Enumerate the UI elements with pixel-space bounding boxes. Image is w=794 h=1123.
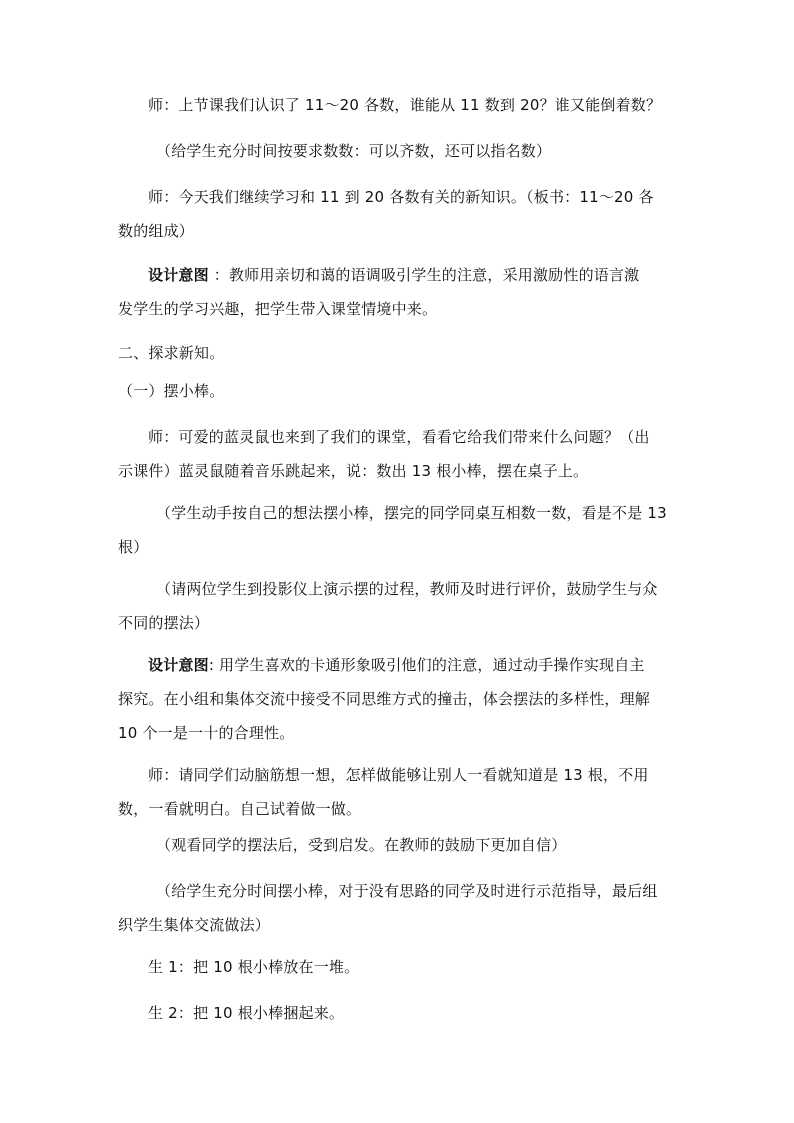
subsection-heading-sticks xyxy=(118,374,678,408)
paragraph-teacher-intro xyxy=(118,180,678,248)
paragraph-design-intent-1 xyxy=(118,258,678,326)
text-line: 数的组成） xyxy=(118,222,195,240)
text-line: 师：今天我们继续学习和 11 到 20 各数有关的新知识。（板书：11～20 各 xyxy=(148,188,654,206)
paragraph-student-activity xyxy=(118,496,678,564)
text-line: 师：可爱的蓝灵鼠也来到了我们的课堂，看看它给我们带来什么问题？（出 xyxy=(148,428,650,446)
text-line: 探究。在小组和集体交流中接受不同思维方式的撞击，体会摆法的多样性，理解 xyxy=(118,690,651,708)
text-line: （给学生充分时间摆小棒，对于没有思路的同学及时进行示范指导，最后组 xyxy=(156,882,658,900)
text-line: 发学生的学习兴趣，把学生带入课堂情境中来。 xyxy=(118,300,438,318)
text-line: 师：请同学们动脑筋想一想，怎样做能够让别人一看就知道是 13 根，不用 xyxy=(148,766,649,784)
text-line xyxy=(118,648,678,682)
text-line xyxy=(118,258,678,292)
text-line: 示课件）蓝灵鼠随着音乐跳起来，说：数出 13 根小棒，摆在桌子上。 xyxy=(118,462,589,480)
paragraph-student-1 xyxy=(118,950,678,984)
text-line: 数，一看就明白。自己试着做一做。 xyxy=(118,800,362,818)
design-intent-label: 设计意图 xyxy=(148,266,209,284)
section-heading-explore xyxy=(118,336,678,370)
paragraph-guidance xyxy=(118,874,678,942)
text-line: （给学生充分时间按要求数数：可以齐数，还可以指名数） xyxy=(156,142,552,160)
paragraph-student-2 xyxy=(118,996,678,1030)
paragraph-design-intent-2 xyxy=(118,648,678,750)
text-span: : 用学生喜欢的卡通形象吸引他们的注意，通过动手操作实现自主 xyxy=(208,656,645,674)
design-intent-label: 设计意图 xyxy=(148,656,209,674)
text-line: 生 2：把 10 根小棒捆起来。 xyxy=(148,1004,345,1022)
text-line: 织学生集体交流做法） xyxy=(118,916,271,934)
text-line: 根） xyxy=(118,538,149,556)
text-line: （请两位学生到投影仪上演示摆的过程，教师及时进行评价，鼓励学生与众 xyxy=(156,580,658,598)
text-line: 不同的摆法） xyxy=(118,614,210,632)
paragraph-observe xyxy=(118,828,678,862)
paragraph-teacher-mouse xyxy=(118,420,678,488)
paragraph-teacher-think xyxy=(118,758,678,826)
text-line: （学生动手按自己的想法摆小棒，摆完的同学同桌互相数一数，看是不是 13 xyxy=(156,504,667,522)
text-line: （一）摆小棒。 xyxy=(118,382,225,400)
paragraph-teacher-question xyxy=(118,88,678,122)
text-line: 10 个一是一十的合理性。 xyxy=(118,724,295,742)
text-line: 师：上节课我们认识了 11～20 各数，谁能从 11 数到 20？谁又能倒着数？ xyxy=(148,96,662,114)
text-line: 生 1：把 10 根小棒放在一堆。 xyxy=(148,958,360,976)
text-line: 二、探求新知。 xyxy=(118,344,225,362)
text-line: （观看同学的摆法后，受到启发。在教师的鼓励下更加自信） xyxy=(156,836,567,854)
paragraph-instruction-count xyxy=(118,134,678,168)
text-span: ：教师用亲切和蔼的语调吸引学生的注意，采用激励性的语言激 xyxy=(213,266,640,284)
paragraph-projector-demo xyxy=(118,572,678,640)
